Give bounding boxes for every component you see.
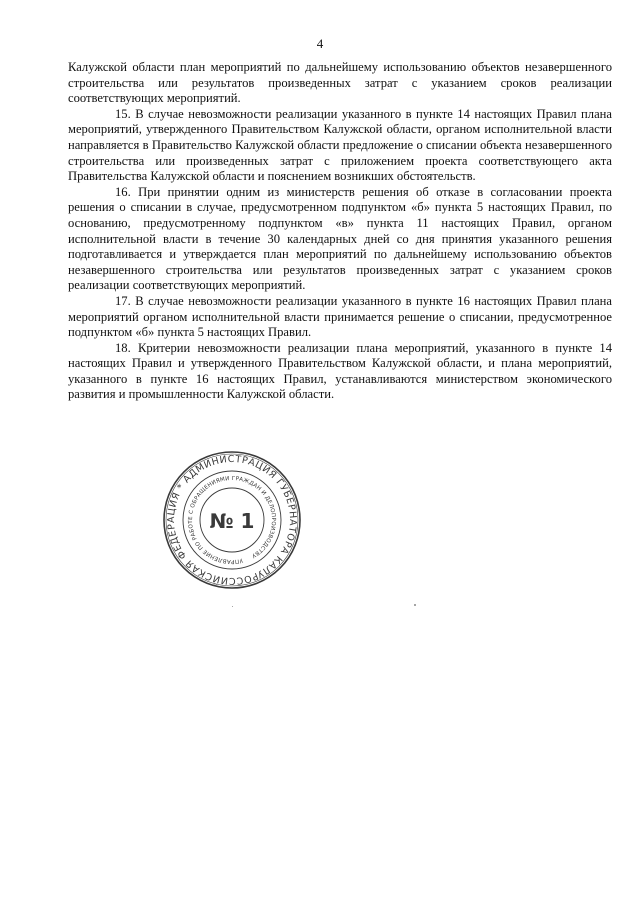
seal-number: № 1 bbox=[209, 509, 255, 533]
seal-graphic bbox=[161, 449, 303, 591]
seal-outer-text: РОССИЙСКАЯ ФЕДЕРАЦИЯ * АДМИНИСТРАЦИЯ ГУБЕРНАТОРА КАЛУЖСКОЙ bbox=[165, 453, 299, 587]
paragraph-16: 16. При принятии одним из министерств решения об отказе в согласовании проекта решения о списании в случае, предусмотренном подпунктом «б» пункта 5 настоящих Правил, по основанию, предусмотренному подпунктом «в» пункта 11 настоящих Правил, органом исполнительной власти в течение 30 календарных дней со дня принятия указанного решения подготавливается и утверждается план мероприятий по дальнейшему использованию объектов незавершенного строительства или результатов произведенных затрат с указанием сроков реализации соответствующих мероприятий. bbox=[68, 184, 612, 293]
seal-inner-text: УПРАВЛЕНИЕ ПО РАБОТЕ С ОБРАЩЕНИЯМИ ГРАЖДАН И ДЕЛОПРОИЗВОДСТВУ bbox=[187, 475, 277, 565]
document-body bbox=[68, 60, 612, 403]
scan-speck bbox=[232, 606, 233, 607]
paragraph-17: 17. В случае невозможности реализации указанного в пункте 16 настоящих Правил плана мероприятий органом исполнительной власти принимается решение о списании, предусмотренное подпунктом «б» пункта 5 настоящих Правил. bbox=[68, 293, 612, 340]
paragraph-15: 15. В случае невозможности реализации указанного в пункте 14 настоящих Правил плана мероприятий, утвержденного Правительством Калужской области, органом исполнительной власти направляется в Правительство Калужской области предложение о списании объекта незавершенного строительства или произведенных затрат с приложением проекта соответствующего акта Правительства Калужской области и пояснением возникших обстоятельств. bbox=[68, 106, 612, 184]
paragraph-continuation: Калужской области план мероприятий по дальнейшему использованию объектов незавершенного строительства или результатов произведенных затрат с указанием сроков реализации соответствующих мероприятий. bbox=[68, 60, 612, 106]
page-number: 4 bbox=[316, 36, 324, 51]
paragraph-18: 18. Критерии невозможности реализации плана мероприятий, указанного в пункте 14 настоящих Правил и утвержденного Правительством Калужской области, и плана мероприятий, указанного в пункте 16 настоящих Правил, устанавливаются министерством экономического развития и промышленности Калужской области. bbox=[68, 340, 612, 402]
official-seal bbox=[161, 449, 303, 591]
scan-speck bbox=[414, 604, 416, 606]
